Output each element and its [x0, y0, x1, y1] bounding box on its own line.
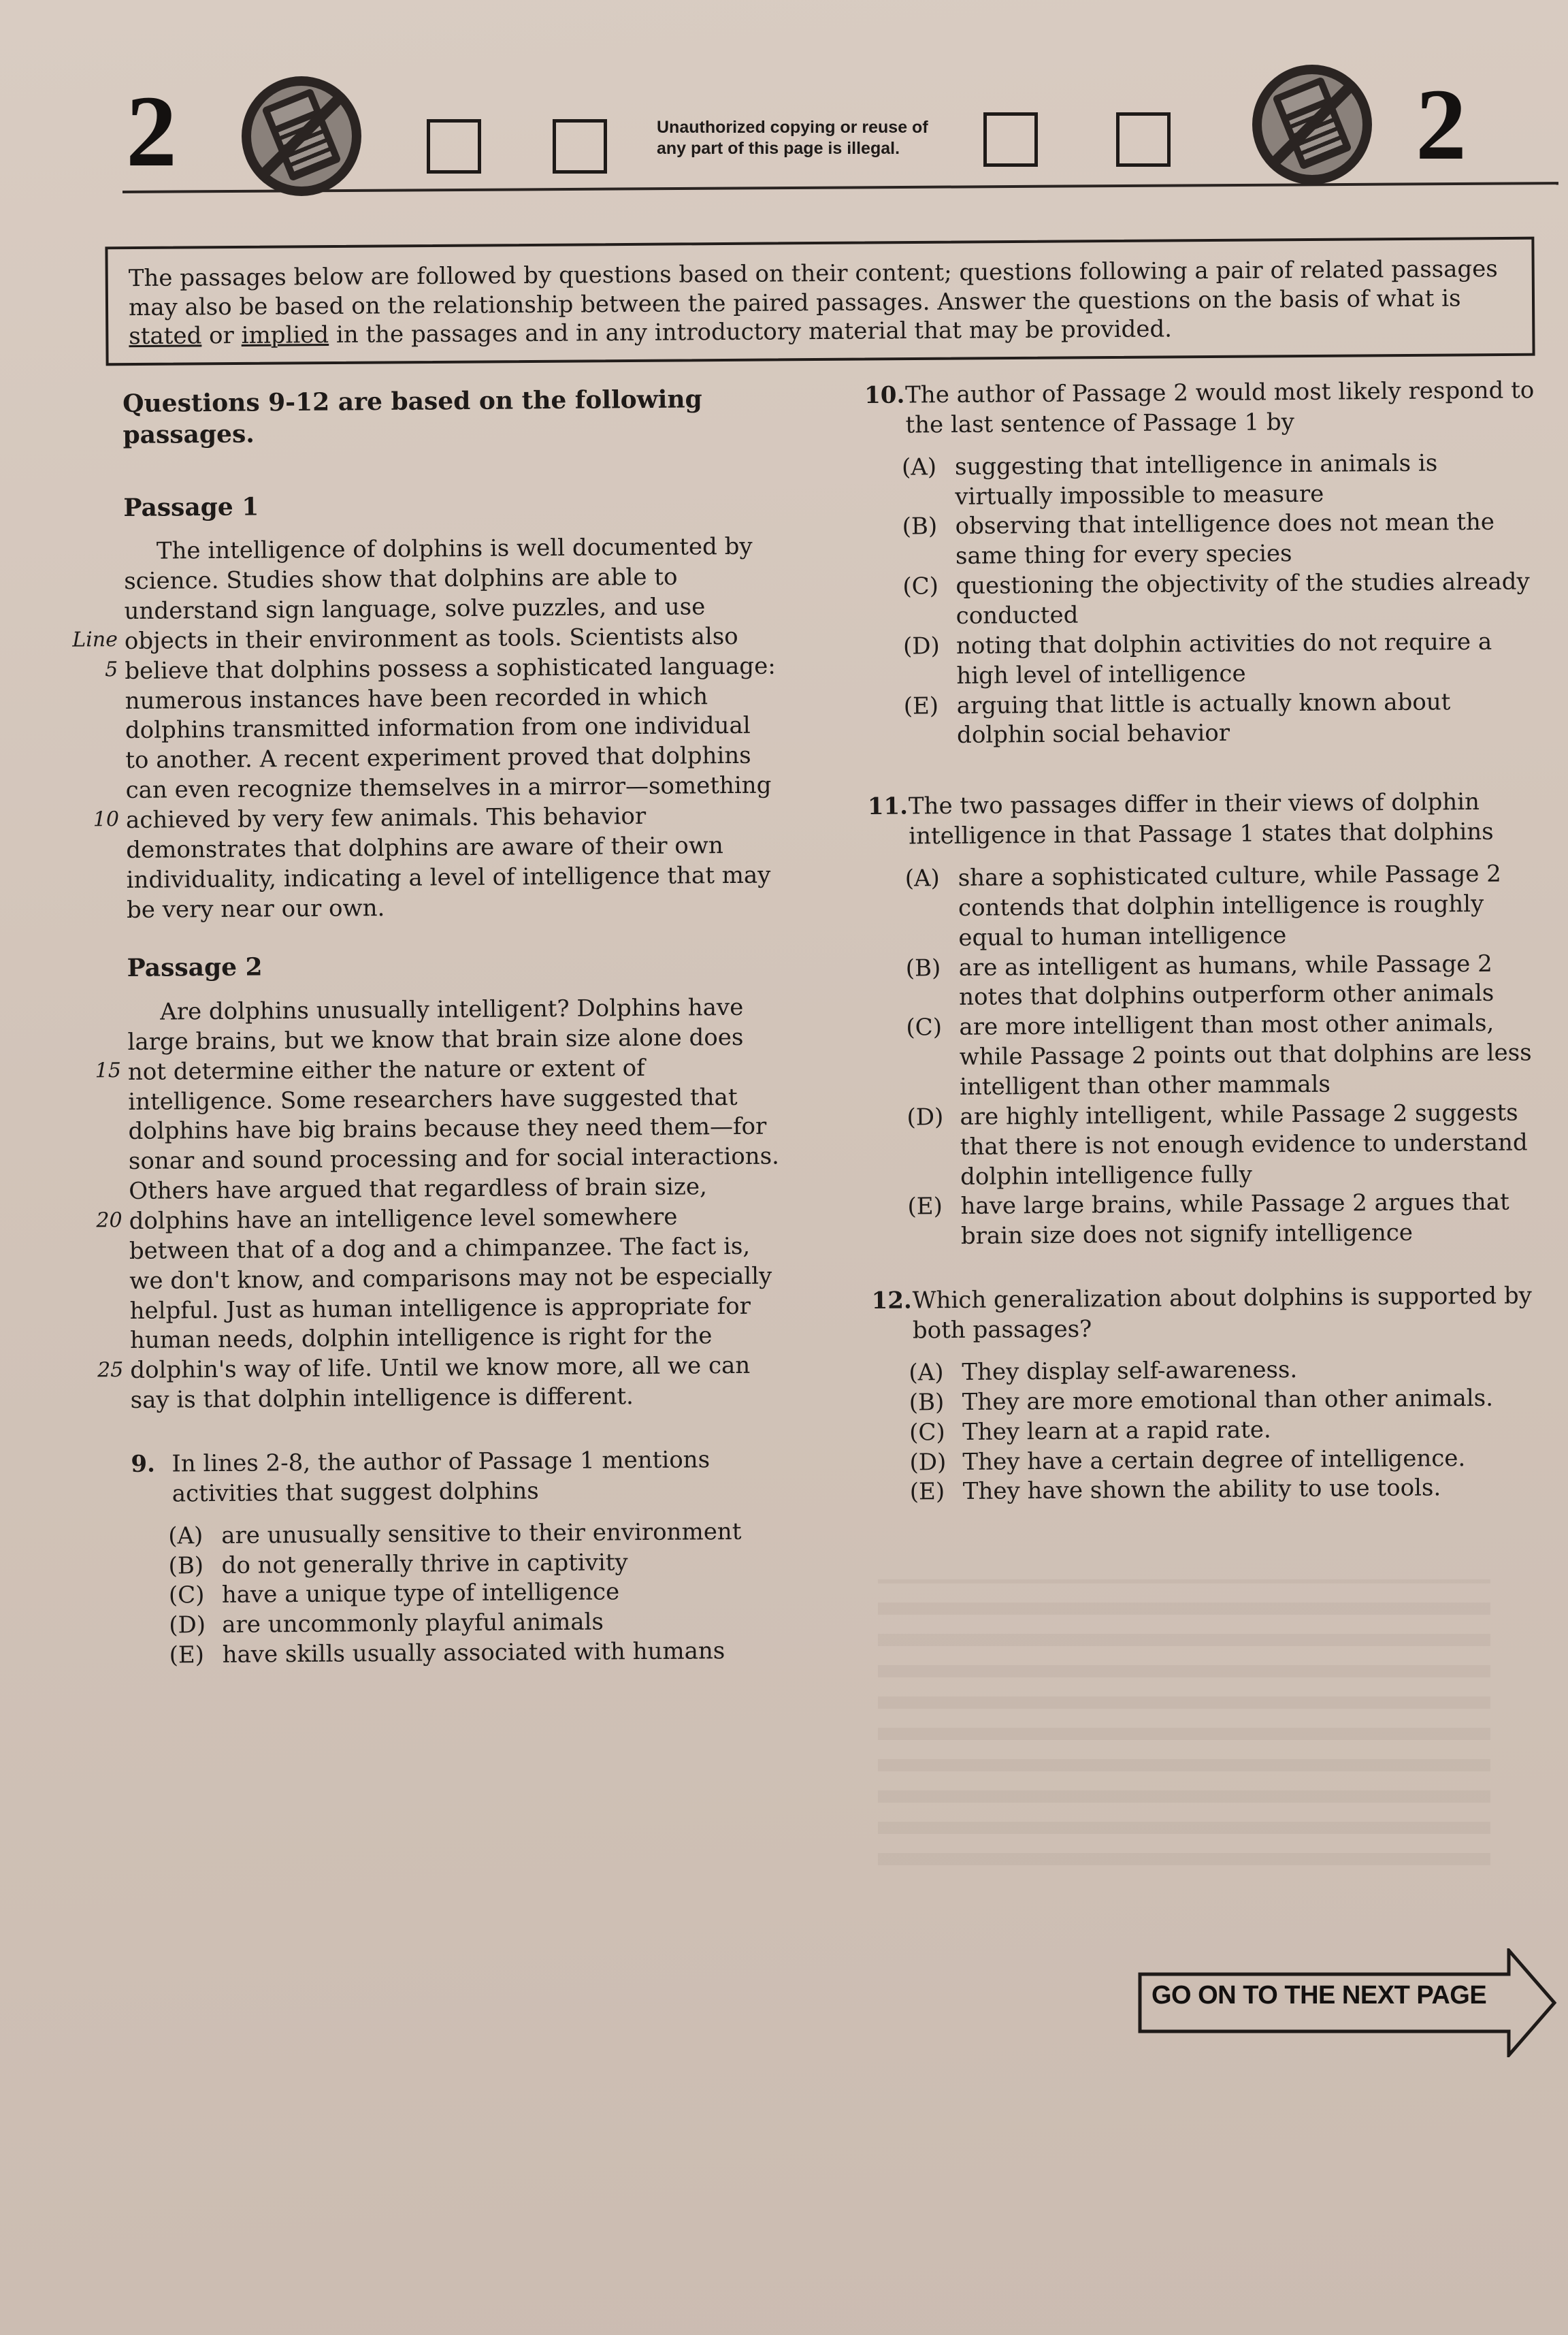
answer-box [983, 112, 1038, 167]
directions-stated: stated [129, 322, 202, 351]
choice-c[interactable]: (C) have a unique type of intelligence [168, 1578, 620, 1609]
directions-implied: implied [241, 321, 329, 349]
bleed-through-texture [878, 1579, 1490, 1865]
choice-a[interactable]: (A) are unusually sensitive to their environment [168, 1517, 742, 1550]
go-on-arrow [1138, 1948, 1560, 2057]
question-10 [864, 376, 1541, 752]
right-column [864, 376, 1547, 1508]
choice-b[interactable]: (B) observing that intelligence does not mean the same thing for every species [902, 509, 1495, 570]
choice-b[interactable]: (B) are as intelligent as humans, while Passage 2 notes that dolphins outperform other animals [905, 950, 1494, 1012]
directions-text-2: in the passages and in any introductory material that may be provided. [328, 315, 1173, 349]
question-text: Which generalization about dolphins is supported by both passages? [912, 1282, 1533, 1344]
section-number-left: 2 [126, 75, 177, 188]
passage2-text: Are dolphins unusually intelligent? Dolphins have large brains, but we know that brain size alone does not determine either the nature or extent of intelligence. Some researchers have suggested that dolphins have big brains because they need them—for sonar and sound processing and for social interactions. Others have argued that regardless of brain size, dolphins have an intelligence level somewhere between that of a dog and a chimpanzee. The fact is, we don't know, and comparisons may not be especially helpful. Just as human intelligence is appropriate for human needs, dolphin intelligence is right for the dolphin's way of life. Until we know more, all we can say is that dolphin intelligence is different. [127, 993, 780, 1415]
passage2-line-numbers [66, 998, 124, 1383]
directions-text-1: The passages below are followed by questions based on their content; questions following a pair of related passages may also be based on the relationship between the paired passages. Answer the questions on the basis of what is [128, 255, 1498, 321]
answer-choices [909, 1353, 1547, 1508]
no-calculator-icon [242, 76, 361, 196]
question-9 [131, 1445, 786, 1671]
choice-e[interactable]: (E) have skills usually associated with humans [169, 1637, 725, 1669]
directions-box [105, 237, 1535, 366]
choice-e[interactable]: (E) have large brains, while Passage 2 argues that brain size does not signify intelligence [907, 1189, 1509, 1251]
choice-a[interactable]: (A) They display self-awareness. [909, 1355, 1298, 1387]
choice-c[interactable]: (C) are more intelligent than most other animals, while Passage 2 points out that dolphins are less intelligent than other mammals [906, 1010, 1532, 1101]
question-text: In lines 2-8, the author of Passage 1 mentions activities that suggest dolphins [172, 1446, 710, 1508]
choice-e[interactable]: (E) They have shown the ability to use tools. [909, 1474, 1441, 1506]
left-column [72, 383, 786, 1671]
passage2 [95, 993, 784, 1416]
question-12 [871, 1281, 1547, 1508]
line-number: 15 [95, 1058, 122, 1083]
choice-a[interactable]: (A) share a sophisticated culture, while Passage 2 contends that dolphin intelligence is roughly equal to human intelligence [904, 860, 1502, 952]
question-11 [868, 788, 1545, 1253]
go-on-label: GO ON TO THE NEXT PAGE [1152, 1981, 1487, 2010]
choice-d[interactable]: (D) are uncommonly playful animals [169, 1608, 604, 1639]
question-number: 11. [867, 792, 909, 821]
answer-choices [905, 859, 1545, 1253]
line-number: 25 [97, 1357, 124, 1383]
line-number: 20 [96, 1208, 122, 1233]
section-number-right: 2 [1416, 68, 1467, 181]
passage1-line-numbers [63, 537, 120, 832]
choice-d[interactable]: (D) They have a certain degree of intelligence. [909, 1444, 1466, 1477]
legal-notice: Unauthorized copying or reuse of any part of this page is illegal. [657, 118, 928, 159]
line-label: Line [72, 628, 118, 652]
directions-or: or [201, 321, 242, 350]
question-number: 9. [131, 1450, 156, 1478]
answer-box [1116, 112, 1171, 167]
answer-box [553, 119, 607, 174]
choice-b[interactable]: (B) They are more emotional than other animals. [909, 1384, 1494, 1417]
passage2-title: Passage 2 [127, 952, 263, 983]
choice-b[interactable]: (B) do not generally thrive in captivity [168, 1548, 628, 1580]
question-number: 12. [871, 1287, 912, 1315]
questions-heading: Questions 9-12 are based on the following passages. [122, 385, 702, 450]
choice-a[interactable]: (A) suggesting that intelligence in animals is virtually impossible to measure [901, 449, 1438, 511]
passage1 [72, 532, 780, 926]
question-text: The author of Passage 2 would most likely respond to the last sentence of Passage 1 by [905, 376, 1535, 439]
choice-d[interactable]: (D) are highly intelligent, while Passage 2 suggests that there is not enough evidence to understand dolphin intelligence fully [906, 1099, 1528, 1191]
line-number: 10 [93, 807, 120, 832]
question-text: The two passages differ in their views of dolphin intelligence in that Passage 1 states that dolphins [908, 788, 1494, 850]
choice-c[interactable]: (C) questioning the objectivity of the studies already conducted [902, 568, 1530, 630]
choice-e[interactable]: (E) arguing that little is actually known about dolphin social behavior [903, 688, 1451, 750]
choice-c[interactable]: (C) They learn at a rapid rate. [909, 1415, 1271, 1447]
choice-d[interactable]: (D) noting that dolphin activities do not require a high level of intelligence [902, 628, 1492, 690]
question-number: 10. [864, 381, 905, 409]
passage1-text: The intelligence of dolphins is well documented by science. Studies show that dolphins are able to understand sign language, solve puzzles, and use objects in their environment as tools. Scientists also believe that dolphins possess a sophisticated language: numerous instances have been recorded in which dolphins transmitted information from one individual to another. A recent experiment proved that dolphins can even recognize themselves in a mirror—something achieved by very few animals. This behavior demonstrates that dolphins are aware of their own individuality, indicating a level of intelligence that may be very near our own. [124, 533, 776, 924]
line-number: 5 [105, 658, 118, 682]
answer-choices [902, 448, 1541, 752]
no-calculator-icon [1252, 65, 1372, 184]
passage1-title: Passage 1 [123, 492, 259, 522]
answer-choices [168, 1517, 786, 1671]
answer-box [427, 119, 481, 174]
